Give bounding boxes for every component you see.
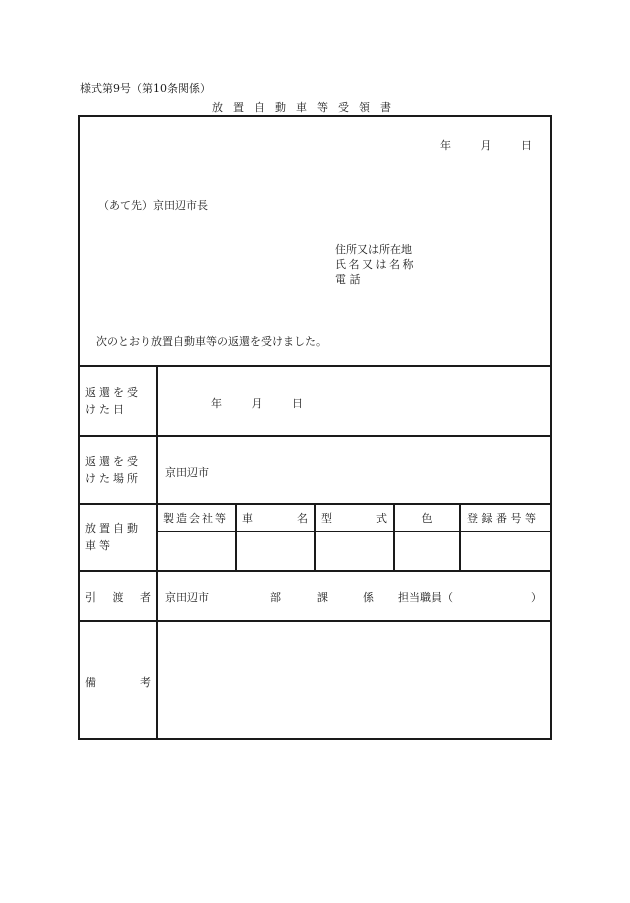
remarks-label-char-1: 備 xyxy=(85,676,96,689)
divider-return-date xyxy=(78,435,552,437)
remarks-field[interactable] xyxy=(159,623,549,738)
handover-label-char-2: 渡 xyxy=(112,591,124,604)
handover-label-char-1: 引 xyxy=(85,591,96,604)
vehicle-col-registration xyxy=(467,510,549,526)
phone-label-char-1: 電 xyxy=(335,273,346,286)
registration-header: 登録番号等 xyxy=(467,512,540,525)
applicant-name-label: 氏名又は名称 xyxy=(335,258,416,271)
vehicle-col-color xyxy=(395,510,459,526)
applicant-block[interactable] xyxy=(335,242,417,287)
form-number: 様式第9号（第10条関係） xyxy=(80,82,211,95)
return-place-value[interactable]: 京田辺市 xyxy=(165,466,209,479)
remarks-label xyxy=(85,674,151,690)
handover-section-label[interactable]: 課 xyxy=(317,591,328,604)
vehicle-header-divider xyxy=(157,531,552,532)
model-header-b: 式 xyxy=(376,512,387,525)
car-name-header-b: 名 xyxy=(297,512,308,525)
return-month-label: 月 xyxy=(251,397,263,410)
return-place-label: 返還を受けた場所 xyxy=(85,455,141,485)
divider-top-section xyxy=(78,365,552,367)
vehicle-label: 放置自動車等 xyxy=(85,522,141,552)
handover-dept-label[interactable]: 部 xyxy=(270,591,281,604)
handover-subsection-label[interactable]: 係 xyxy=(363,591,374,604)
applicant-phone-label xyxy=(335,272,417,287)
car-name-header-a: 車 xyxy=(242,512,253,525)
return-day-label: 日 xyxy=(292,397,303,410)
date-year-label: 年 xyxy=(440,139,451,152)
divider-handover xyxy=(78,620,552,622)
car-name-input[interactable] xyxy=(237,533,314,570)
model-header-a: 型 xyxy=(321,512,332,525)
vehicle-col-car-name xyxy=(242,510,308,526)
remarks-label-char-2: 考 xyxy=(140,676,151,689)
return-date-label: 返還を受けた日 xyxy=(85,386,141,416)
statement-text: 次のとおり放置自動車等の返還を受けました。 xyxy=(96,335,327,348)
phone-label-char-2: 話 xyxy=(349,273,361,286)
submission-date[interactable] xyxy=(440,137,532,153)
handover-staff-label[interactable]: 担当職員（ xyxy=(398,591,453,604)
handover-staff-close: ） xyxy=(531,591,542,604)
manufacturer-header: 製造会社等 xyxy=(163,512,228,525)
handover-label-char-3: 者 xyxy=(140,591,151,604)
color-header: 色 xyxy=(421,512,433,525)
date-month-label: 月 xyxy=(480,139,492,152)
color-input[interactable] xyxy=(395,533,459,570)
model-input[interactable] xyxy=(316,533,393,570)
applicant-address-label: 住所又は所在地 xyxy=(335,243,412,256)
vehicle-col-model xyxy=(321,510,387,526)
registration-input[interactable] xyxy=(461,533,550,570)
return-year-label: 年 xyxy=(211,397,222,410)
handover-city: 京田辺市 xyxy=(165,591,209,604)
return-date-field[interactable] xyxy=(211,395,303,411)
handover-label xyxy=(85,589,151,605)
date-day-label: 日 xyxy=(521,139,532,152)
vehicle-col-manufacturer xyxy=(163,510,231,526)
manufacturer-input[interactable] xyxy=(158,533,235,570)
form-title: 放置自動車等受領書 xyxy=(212,101,401,114)
addressee: （あて先）京田辺市長 xyxy=(98,199,208,212)
